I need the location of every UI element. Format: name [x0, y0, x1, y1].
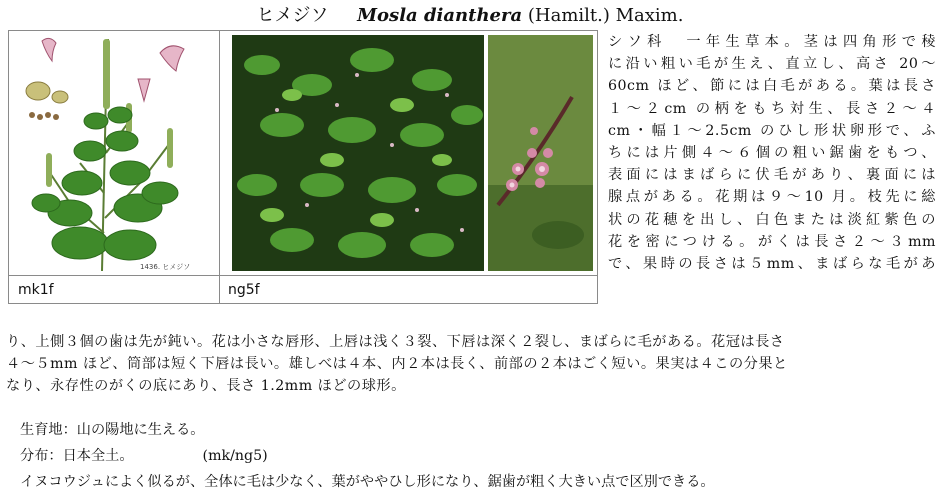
caption-right: ng5f [228, 282, 260, 298]
figure-table [8, 30, 598, 304]
habitat-text: 生育地：山の陽地に生える。 [20, 422, 205, 438]
description-line: シソ科 一年生草本。茎は四角形で稜 [608, 34, 936, 50]
distribution-reference: (mk/ng5) [202, 448, 268, 464]
plate-label: 1436. ヒメジソ [140, 263, 191, 271]
description-line: １〜２cm の柄をもち対生、長さ２〜４ [608, 100, 936, 117]
description-line: 60cm ほど、節には白毛がある。葉は長さ [608, 78, 936, 95]
identification-note: イヌコウジュによく似るが、全体に毛は少なく、葉がややひし形になり、鋸歯が粗く大きい点で区別できる。 [20, 474, 715, 490]
description-line: 状の花穂を出し、白色または淡紅紫色の [608, 211, 936, 228]
description-line: ちには片側４〜６個の粗い鋸歯をもつ、 [608, 145, 936, 162]
caption-left: mk1f [18, 282, 54, 298]
latin-name: Mosla dianthera [357, 5, 523, 26]
distribution-text: 分布：日本全土。 [20, 448, 134, 464]
page-title [0, 4, 940, 28]
description-line: なり、永存性のがくの底にあり、長さ 1.2mm ほどの球形。 [6, 378, 406, 395]
description-line: に沿い粗い毛が生え、直立し、高さ 20〜 [608, 56, 936, 73]
photo-main-svg [232, 35, 484, 271]
description-line: で、果時の長さは５mm、まばらな毛があ [608, 256, 936, 273]
distribution-row [20, 445, 268, 465]
description-line: ４〜５mm ほど、筒部は短く下唇は長い。雄しべは４本、内２本は長く、前部の２本はごく短い。果実は４この分果と [6, 356, 788, 373]
description-right-column [608, 31, 936, 275]
plant-photo-closeup [488, 35, 593, 271]
description-line: cm・幅１〜2.5cm のひし形状卵形で、ふ [608, 122, 936, 139]
description-line: 腺点がある。花期は９〜10 月。枝先に総 [608, 189, 936, 206]
author-citation: (Hamilt.) Maxim. [527, 5, 684, 26]
photo-closeup-svg [488, 35, 593, 271]
illustration-svg [10, 33, 218, 273]
description-line: り、上側３個の歯は先が鈍い。花は小さな唇形、上唇は浅く３裂、下唇は深く２裂し、まばらに毛がある。花冠は長さ [6, 334, 785, 350]
plant-photo-main [232, 35, 484, 271]
description-full-width [6, 331, 934, 398]
description-line: 花を密につける。がくは長さ２〜３mm [608, 233, 936, 250]
japanese-name: ヒメジソ [256, 5, 329, 26]
description-line: 表面にはまばらに伏毛があり、裏面には [608, 167, 936, 184]
botanical-illustration [10, 33, 218, 273]
